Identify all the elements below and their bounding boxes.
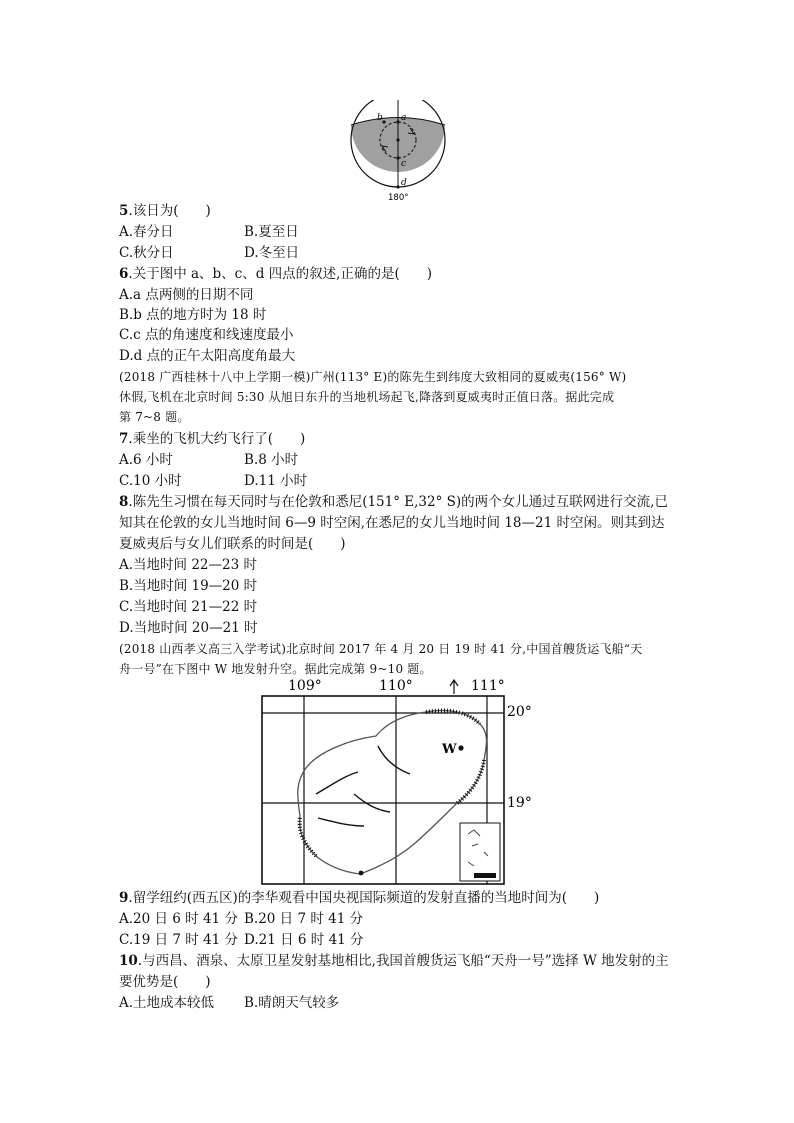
sanya-point [359,871,364,876]
q9-option-b: B.20 日 7 时 41 分 [244,911,364,927]
q9-option-c: C.19 日 7 时 41 分 [119,932,239,948]
q10-option-b: B.晴朗天气较多 [244,995,340,1011]
lon-109-label: 109° [288,678,322,694]
question-text: .该日为( ) [128,203,211,219]
label-a: a [401,113,407,123]
question-6 [119,264,432,284]
question-10-line2: 要优势是( ) [119,974,211,990]
q9-option-d: D.21 日 6 时 41 分 [244,932,364,948]
q5-option-a: A.春分日 [119,224,174,240]
q6-option-c: C.c 点的角速度和线速度最小 [119,327,294,343]
q5-option-d: D.冬至日 [244,245,300,261]
q7-option-c: C.10 小时 [119,473,182,489]
question-8-line3: 夏威夷后与女儿们联系的时间是( ) [119,536,346,552]
question-number: 5 [119,203,129,219]
question-10-line1 [119,951,669,971]
question-number: 7 [119,431,129,447]
question-number: 8 [119,494,129,510]
q7-option-b: B.8 小时 [244,452,299,468]
intro-7-8-line2: 休假,飞机在北京时间 5:30 从旭日东升的当地机场起飞,降落到夏威夷时正值日落。据此完成 [119,390,615,404]
q10-option-a: A.土地成本较低 [119,995,215,1011]
question-8-line1 [119,492,668,512]
q9-option-a: A.20 日 6 时 41 分 [119,911,238,927]
intro-9-10-line2: 舟一号”在下图中 W 地发射升空。据此完成第 9~10 题。 [119,662,432,676]
intro-7-8-line3: 第 7~8 题。 [119,410,190,424]
question-number: 10 [119,953,138,969]
point-d [396,185,399,188]
q7-option-a: A.6 小时 [119,452,173,468]
label-d: d [401,178,407,188]
q5-option-c: C.秋分日 [119,245,174,261]
label-b: b [377,113,383,123]
question-9 [119,888,599,908]
inset-map-label-bar [474,873,496,878]
lon-111-label: 111° [471,678,505,694]
inset-map-box [460,823,500,881]
question-text: .关于图中 a、b、c、d 四点的叙述,正确的是( ) [128,266,432,282]
q8-option-d: D.当地时间 20—21 时 [119,620,258,636]
point-c [396,156,399,159]
point-b [382,120,385,123]
q8-option-a: A.当地时间 22—23 时 [119,557,257,573]
q5-option-b: B.夏至日 [244,224,299,240]
q6-option-a: A.a 点两侧的日期不同 [119,287,254,303]
polar-globe-figure [348,100,448,204]
question-8-line2: 知其在伦敦的女儿当地时间 6—9 时空闲,在悉尼的女儿当地时间 18—21 时空闲。则其到达 [119,515,665,531]
lon-110-label: 110° [379,678,413,694]
launch-site-w [458,745,463,750]
point-a [396,120,399,123]
question-number: 9 [119,890,129,906]
intro-7-8-line1: (2018 广西桂林十八中上学期一模)广州(113° E)的陈先生到纬度大致相同的夏威夷(156° W) [119,370,627,384]
question-5 [119,201,211,221]
q6-option-d: D.d 点的正午太阳高度角最大 [119,348,296,364]
launch-site-label: W [442,742,457,757]
question-text: .与西昌、酒泉、太原卫星发射基地相比,我国首艘货运飞船“天舟一号”选择 W 地发射的主 [137,953,669,969]
label-180: 180° [388,193,409,203]
q8-option-c: C.当地时间 21—22 时 [119,599,258,615]
pole-point [396,138,399,141]
intro-9-10-line1: (2018 山西孝义高三入学考试)北京时间 2017 年 4 月 20 日 19 时 41 分,中国首艘货运飞船“天 [119,642,643,656]
label-c: c [401,159,407,169]
lat-20-label: 20° [507,704,532,720]
question-number: 6 [119,266,129,282]
north-arrow [450,680,458,694]
question-7 [119,429,305,449]
question-text: .留学纽约(西五区)的李华观看中国央视国际频道的发射直播的当地时间为( ) [128,890,600,906]
q6-option-b: B.b 点的地方时为 18 时 [119,307,267,323]
question-text: .陈先生习惯在每天同时与在伦敦和悉尼(151° E,32° S)的两个女儿通过互联网进行交流,已 [128,494,668,510]
question-text: .乘坐的飞机大约飞行了( ) [128,431,306,447]
lat-19-label: 19° [507,795,532,811]
hainan-map-figure [258,676,536,886]
q7-option-d: D.11 小时 [244,473,308,489]
q8-option-b: B.当地时间 19—20 时 [119,578,258,594]
